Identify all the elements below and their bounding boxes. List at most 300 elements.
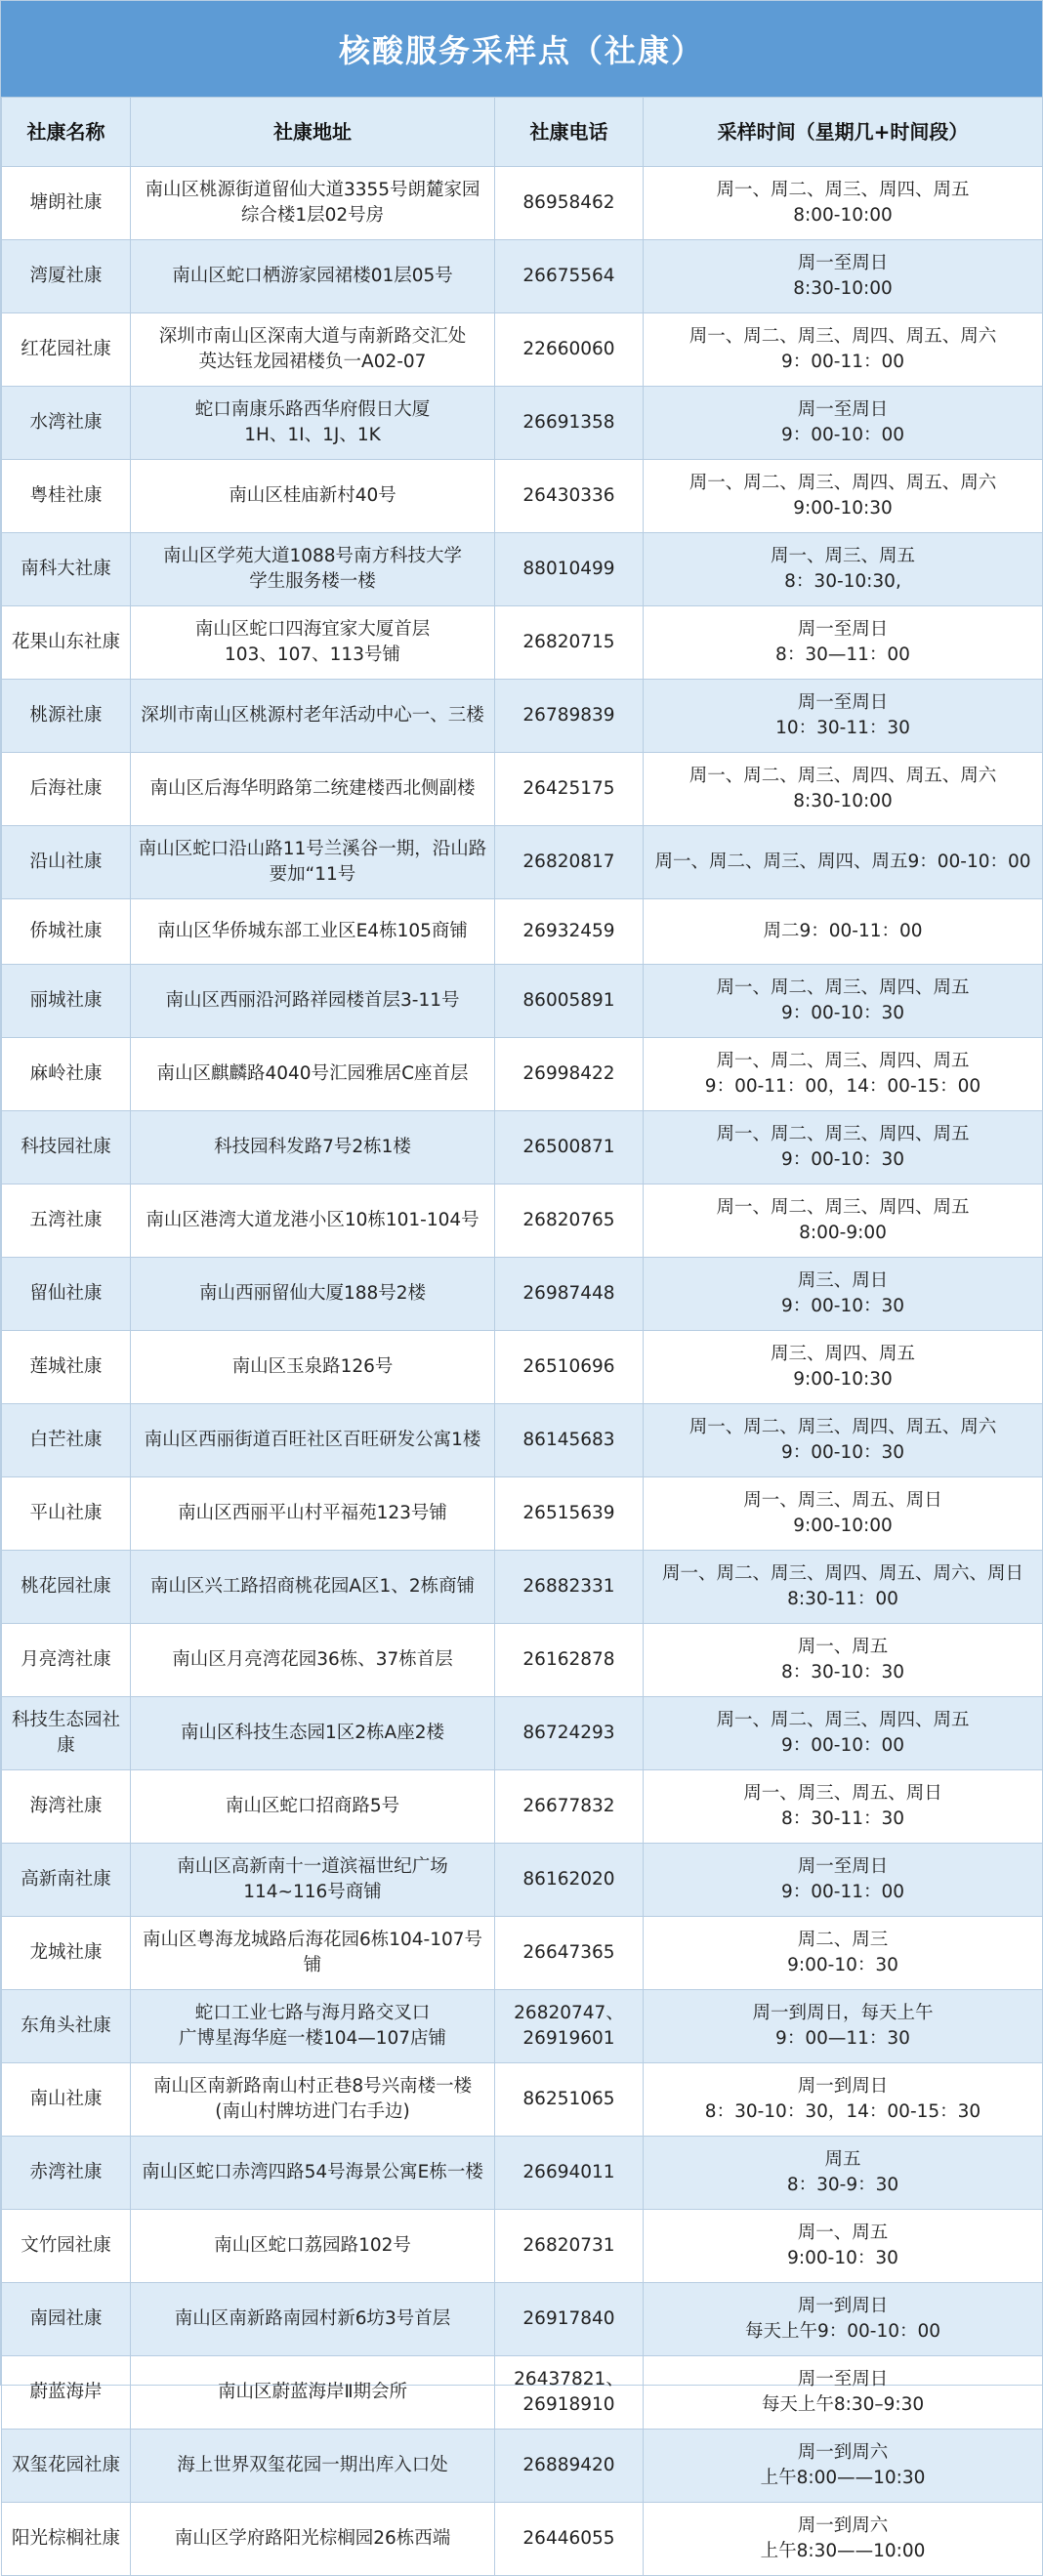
- site-phone-cell-line: 26820731: [522, 2235, 615, 2256]
- site-time-cell-line: 周一至周日: [797, 253, 889, 273]
- site-time-cell-line: 9：00-10：00: [780, 425, 905, 445]
- table-row: [2, 1697, 1043, 1770]
- site-time-cell-line: 8：30-10:30,: [784, 571, 901, 592]
- site-address-cell-line: 103、107、113号铺: [225, 644, 400, 665]
- site-address-cell-line: 南山区西丽平山村平福苑123号铺: [178, 1503, 447, 1523]
- site-address-cell-line: 学生服务楼一楼: [249, 571, 376, 592]
- site-address-cell: [131, 460, 495, 533]
- site-time-cell-line: 8：30-10：30，14：00-15：30: [704, 2101, 981, 2122]
- site-name-cell: 文竹园社康: [2, 2210, 131, 2283]
- site-address-cell: [131, 899, 495, 965]
- site-time-cell: [644, 1258, 1043, 1331]
- table-row: [2, 2137, 1043, 2210]
- site-time-cell: [644, 533, 1043, 606]
- site-address-cell-line: 要加“11号: [269, 864, 356, 885]
- site-time-cell-line: 8：30-9：30: [786, 2175, 899, 2195]
- table-row: [2, 1551, 1043, 1624]
- site-time-cell: [644, 387, 1043, 460]
- site-time-cell-line: 周三、周日: [797, 1270, 889, 1291]
- site-address-cell: [131, 1770, 495, 1844]
- site-phone-cell: [495, 1258, 644, 1331]
- site-time-cell-line: 周一、周二、周三、周四、周五、周六、周日: [661, 1563, 1023, 1584]
- table-row: [2, 1624, 1043, 1697]
- site-time-cell-line: 9:00-10：30: [787, 2248, 898, 2268]
- site-time-cell: [644, 1624, 1043, 1697]
- site-phone-cell-line: 26425175: [522, 778, 615, 799]
- site-time-cell: [644, 1184, 1043, 1258]
- site-time-cell-line: 周一、周二、周三、周四、周五: [716, 180, 970, 200]
- site-address-cell-line: 深圳市南山区深南大道与南新路交汇处: [158, 326, 467, 347]
- site-time-cell: [644, 1917, 1043, 1990]
- site-time-cell-line: 周一、周二、周三、周四、周五、周六: [688, 326, 997, 347]
- table-body: [2, 167, 1043, 2576]
- site-address-cell-line: 南山区科技生态园1区2栋A座2楼: [181, 1723, 444, 1743]
- site-phone-cell: [495, 2137, 644, 2210]
- site-phone-cell: [495, 533, 644, 606]
- site-time-cell-line: 周一、周二、周三、周四、周五9：00-10：00: [654, 852, 1031, 872]
- site-phone-cell: [495, 2356, 644, 2430]
- site-time-cell-line: 周一、周三、周五、周日: [743, 1783, 942, 1804]
- site-phone-cell: [495, 753, 644, 826]
- table-row: [2, 2063, 1043, 2137]
- site-address-cell: [131, 387, 495, 460]
- site-phone-cell: [495, 1331, 644, 1404]
- site-address-cell-line: 广博星海华庭一楼104—107店铺: [178, 2028, 447, 2049]
- header-address: 社康地址: [131, 98, 495, 167]
- site-time-cell-line: 周一到周六: [797, 2442, 889, 2463]
- site-address-cell-line: 蛇口南康乐路西华府假日大厦: [194, 399, 431, 420]
- site-time-cell-line: 10：30-11：30: [775, 718, 910, 738]
- page-title: 核酸服务采样点（社康）: [1, 1, 1042, 97]
- site-time-cell-line: 周一、周三、周五: [770, 546, 915, 566]
- site-name-cell: 桃源社康: [2, 680, 131, 753]
- table-row: [2, 1331, 1043, 1404]
- site-phone-cell-line: 26918910: [522, 2394, 615, 2415]
- site-time-cell-line: 周一、周二、周三、周四、周五: [716, 1124, 970, 1144]
- table-row: [2, 460, 1043, 533]
- site-time-cell-line: 上午8:30——10:00: [760, 2541, 926, 2561]
- site-time-cell-line: 周一至周日: [797, 1856, 889, 1877]
- site-time-cell: [644, 2137, 1043, 2210]
- site-phone-cell-line: 26820765: [522, 1210, 615, 1230]
- table-row: [2, 1917, 1043, 1990]
- site-name-cell: 赤湾社康: [2, 2137, 131, 2210]
- site-address-cell-line: 1H、1I、1J、1K: [244, 425, 381, 445]
- site-time-cell-line: 8:30-10:00: [793, 791, 893, 811]
- site-name-cell: 桃花园社康: [2, 1551, 131, 1624]
- site-phone-cell: [495, 680, 644, 753]
- site-time-cell-line: 8:30-11：00: [787, 1589, 898, 1609]
- site-time-cell-line: 9：00-10：00: [780, 1735, 905, 1756]
- site-name-cell: 湾厦社康: [2, 240, 131, 313]
- sites-table: [1, 97, 1043, 2576]
- site-phone-cell-line: 86162020: [522, 1869, 615, 1890]
- site-name-cell: 东角头社康: [2, 1990, 131, 2063]
- site-address-cell: [131, 1184, 495, 1258]
- site-address-cell: [131, 1624, 495, 1697]
- site-name-cell: 阳光棕榈社康: [2, 2503, 131, 2576]
- site-address-cell-line: 南山区后海华明路第二统建楼西北侧副楼: [149, 778, 476, 799]
- site-phone-cell: [495, 1844, 644, 1917]
- site-time-cell-line: 9:00-10：30: [787, 1955, 898, 1975]
- site-phone-cell: [495, 167, 644, 240]
- site-phone-cell-line: 26820747、: [514, 2003, 624, 2023]
- site-phone-cell-line: 26500871: [522, 1137, 615, 1157]
- site-time-cell-line: 周一、周二、周三、周四、周五: [716, 1710, 970, 1730]
- site-name-cell: 月亮湾社康: [2, 1624, 131, 1697]
- site-address-cell: [131, 1990, 495, 2063]
- site-time-cell-line: 9：00-11：00: [780, 352, 905, 372]
- site-address-cell: [131, 2503, 495, 2576]
- site-phone-cell-line: 26510696: [522, 1356, 615, 1377]
- table-row: [2, 1477, 1043, 1551]
- site-address-cell-line: 海上世界双玺花园一期出库入口处: [177, 2455, 448, 2475]
- site-phone-cell-line: 26691358: [522, 412, 615, 433]
- site-phone-cell: [495, 1697, 644, 1770]
- site-time-cell-line: 周一到周日，每天上午: [752, 2003, 934, 2023]
- site-address-cell-line: 南山区学府路阳光棕榈园26栋西端: [174, 2528, 451, 2549]
- site-phone-cell-line: 86005891: [522, 990, 615, 1011]
- site-phone-cell: [495, 1184, 644, 1258]
- site-phone-cell-line: 86145683: [522, 1430, 615, 1450]
- site-phone-cell-line: 86251065: [522, 2089, 615, 2109]
- site-address-cell: [131, 240, 495, 313]
- table-row: [2, 2210, 1043, 2283]
- site-time-cell: [644, 1404, 1043, 1477]
- site-time-cell: [644, 899, 1043, 965]
- site-phone-cell-line: 26515639: [522, 1503, 615, 1523]
- site-address-cell: [131, 965, 495, 1038]
- table-row: [2, 533, 1043, 606]
- site-time-cell-line: 9：00-10：30: [780, 1296, 905, 1316]
- site-time-cell-line: 周一、周二、周三、周四、周五、周六: [688, 1417, 997, 1437]
- site-name-cell: 双玺花园社康: [2, 2430, 131, 2503]
- table-row: [2, 240, 1043, 313]
- site-time-cell-line: 8:00-10:00: [793, 205, 893, 226]
- site-address-cell-line: 南山区蛇口招商路5号: [225, 1796, 400, 1816]
- site-address-cell: [131, 1111, 495, 1184]
- site-time-cell-line: 周一、周五: [797, 2223, 889, 2243]
- table-row: [2, 313, 1043, 387]
- site-address-cell: [131, 2283, 495, 2356]
- site-phone-cell-line: 26919601: [522, 2028, 615, 2049]
- site-time-cell: [644, 826, 1043, 899]
- site-time-cell: [644, 680, 1043, 753]
- site-phone-cell: [495, 606, 644, 680]
- site-phone-cell: [495, 460, 644, 533]
- table-row: [2, 1990, 1043, 2063]
- site-time-cell-line: 周一到周六: [797, 2515, 889, 2536]
- table-row: [2, 2503, 1043, 2576]
- site-time-cell-line: 9:00-10:00: [793, 1516, 893, 1536]
- site-address-cell-line: 南山区蔚蓝海岸Ⅱ期会所: [217, 2382, 408, 2402]
- table-row: [2, 606, 1043, 680]
- site-address-cell-line: 南山区学苑大道1088号南方科技大学: [162, 546, 463, 566]
- table-row: [2, 387, 1043, 460]
- site-address-cell: [131, 826, 495, 899]
- site-name-cell: 蔚蓝海岸: [2, 2356, 131, 2430]
- site-address-cell: [131, 313, 495, 387]
- table-row: [2, 753, 1043, 826]
- site-name-cell: 科技园社康: [2, 1111, 131, 1184]
- site-time-cell-line: 周一、周二、周三、周四、周五、周六: [688, 473, 997, 493]
- site-time-cell-line: 8：30-11：30: [780, 1808, 905, 1829]
- site-time-cell-line: 9:00-10:30: [793, 498, 893, 519]
- site-time-cell-line: 8:30-10:00: [793, 278, 893, 299]
- site-phone-cell: [495, 2063, 644, 2137]
- site-address-cell-line: 南山区粤海龙城路后海花园6栋104-107号: [142, 1930, 483, 1950]
- site-time-cell: [644, 2210, 1043, 2283]
- site-time-cell-line: 9：00-11：00: [780, 1882, 905, 1902]
- site-address-cell: [131, 1404, 495, 1477]
- site-address-cell: [131, 1917, 495, 1990]
- site-time-cell: [644, 1111, 1043, 1184]
- site-address-cell-line: 南山区西丽街道百旺社区百旺研发公寓1楼: [144, 1430, 481, 1450]
- site-phone-cell-line: 26998422: [522, 1063, 615, 1084]
- site-name-cell: 龙城社康: [2, 1917, 131, 1990]
- site-address-cell-line: 南山区西丽沿河路祥园楼首层3-11号: [165, 990, 460, 1011]
- site-phone-cell: [495, 1111, 644, 1184]
- site-phone-cell-line: 26820715: [522, 632, 615, 652]
- site-time-cell: [644, 965, 1043, 1038]
- site-name-cell: 丽城社康: [2, 965, 131, 1038]
- site-name-cell: 南山社康: [2, 2063, 131, 2137]
- site-time-cell-line: 周一至周日: [797, 692, 889, 713]
- site-time-cell-line: 周一至周日: [797, 619, 889, 640]
- site-time-cell: [644, 1551, 1043, 1624]
- site-time-cell-line: 上午8:00——10:30: [760, 2468, 926, 2488]
- site-address-cell-line: 南山区蛇口四海宜家大厦首层: [194, 619, 431, 640]
- site-time-cell-line: 8：30-10：30: [780, 1662, 905, 1683]
- site-time-cell-line: 周一、周五: [797, 1637, 889, 1657]
- table-row: [2, 680, 1043, 753]
- site-phone-cell: [495, 1477, 644, 1551]
- site-name-cell: 五湾社康: [2, 1184, 131, 1258]
- site-address-cell-line: 南山区蛇口栖游家园裙楼01层05号: [172, 266, 453, 286]
- site-address-cell: [131, 1551, 495, 1624]
- site-time-cell-line: 每天上午9：00-10：00: [744, 2321, 941, 2342]
- site-address-cell-line: 蛇口工业七路与海月路交叉口: [194, 2003, 431, 2023]
- site-phone-cell-line: 88010499: [522, 559, 615, 579]
- site-name-cell: 侨城社康: [2, 899, 131, 965]
- site-name-cell: 平山社康: [2, 1477, 131, 1551]
- site-phone-cell: [495, 240, 644, 313]
- site-address-cell: [131, 2063, 495, 2137]
- site-address-cell: [131, 1844, 495, 1917]
- site-time-cell: [644, 2063, 1043, 2137]
- site-phone-cell: [495, 899, 644, 965]
- site-time-cell-line: 周二、周三: [797, 1930, 889, 1950]
- site-name-cell: 白芒社康: [2, 1404, 131, 1477]
- site-address-cell-line: (南山村牌坊进门右手边): [215, 2101, 410, 2122]
- site-phone-cell: [495, 2210, 644, 2283]
- site-time-cell: [644, 2356, 1043, 2430]
- site-name-cell: 莲城社康: [2, 1331, 131, 1404]
- site-phone-cell-line: 26820817: [522, 852, 615, 872]
- site-name-cell: 科技生态园社康: [2, 1697, 131, 1770]
- site-time-cell-line: 9：00-11：00，14：00-15：00: [704, 1076, 981, 1097]
- site-phone-cell: [495, 1917, 644, 1990]
- site-time-cell-line: 周一至周日: [797, 2369, 889, 2389]
- site-name-cell: 高新南社康: [2, 1844, 131, 1917]
- table-row: [2, 1258, 1043, 1331]
- site-phone-cell-line: 26430336: [522, 485, 615, 506]
- site-name-cell: 麻岭社康: [2, 1038, 131, 1111]
- site-address-cell-line: 114~116号商铺: [243, 1882, 382, 1902]
- site-address-cell: [131, 2210, 495, 2283]
- site-phone-cell: [495, 313, 644, 387]
- site-name-cell: 南园社康: [2, 2283, 131, 2356]
- header-row: [2, 98, 1043, 167]
- site-time-cell: [644, 1477, 1043, 1551]
- site-phone-cell: [495, 1404, 644, 1477]
- site-address-cell-line: 英达钰龙园裙楼负一A02-07: [198, 352, 427, 372]
- site-phone-cell: [495, 1551, 644, 1624]
- table-row: [2, 1404, 1043, 1477]
- site-phone-cell-line: 26437821、: [514, 2369, 624, 2389]
- site-time-cell-line: 9：00-10：30: [780, 1003, 905, 1023]
- site-time-cell: [644, 1331, 1043, 1404]
- site-phone-cell-line: 26162878: [522, 1649, 615, 1670]
- site-address-cell: [131, 2137, 495, 2210]
- site-phone-cell-line: 86724293: [522, 1723, 615, 1743]
- site-address-cell: [131, 167, 495, 240]
- site-time-cell-line: 周一、周二、周三、周四、周五: [716, 977, 970, 998]
- site-address-cell-line: 深圳市南山区桃源村老年活动中心一、三楼: [141, 705, 484, 726]
- site-time-cell: [644, 1990, 1043, 2063]
- site-address-cell-line: 南山西丽留仙大厦188号2楼: [198, 1283, 427, 1304]
- site-address-cell: [131, 1038, 495, 1111]
- site-time-cell: [644, 2430, 1043, 2503]
- site-phone-cell-line: 26987448: [522, 1283, 615, 1304]
- table-row: [2, 1111, 1043, 1184]
- site-time-cell: [644, 240, 1043, 313]
- site-time-cell-line: 8:00-9:00: [799, 1223, 887, 1243]
- table-row: [2, 826, 1043, 899]
- site-phone-cell-line: 26789839: [522, 705, 615, 726]
- site-time-cell-line: 周二9：00-11：00: [763, 921, 923, 941]
- site-time-cell-line: 周一、周二、周三、周四、周五: [716, 1197, 970, 1218]
- site-address-cell-line: 南山区麒麟路4040号汇园雅居C座首层: [156, 1063, 469, 1084]
- site-time-cell: [644, 2503, 1043, 2576]
- site-address-cell: [131, 1331, 495, 1404]
- site-phone-cell: [495, 1770, 644, 1844]
- site-time-cell-line: 周一、周二、周三、周四、周五、周六: [688, 766, 997, 786]
- site-name-cell: 沿山社康: [2, 826, 131, 899]
- site-time-cell: [644, 1038, 1043, 1111]
- header-name: 社康名称: [2, 98, 131, 167]
- site-address-cell-line: 南山区蛇口赤湾四路54号海景公寓E栋一楼: [142, 2162, 483, 2182]
- site-phone-cell-line: 26446055: [522, 2528, 615, 2549]
- site-time-cell: [644, 2283, 1043, 2356]
- site-time-cell-line: 9:00-10:30: [793, 1369, 893, 1390]
- site-name-cell: 留仙社康: [2, 1258, 131, 1331]
- header-time: 采样时间（星期几+时间段）: [644, 98, 1043, 167]
- site-phone-cell: [495, 1624, 644, 1697]
- site-phone-cell-line: 26694011: [522, 2162, 615, 2182]
- site-address-cell-line: 南山区兴工路招商桃花园A区1、2栋商铺: [149, 1576, 476, 1597]
- site-address-cell-line: 综合楼1层02号房: [240, 205, 385, 226]
- site-phone-cell: [495, 965, 644, 1038]
- table-row: [2, 1184, 1043, 1258]
- site-phone-cell-line: 26917840: [522, 2308, 615, 2329]
- site-time-cell-line: 9：00—11：30: [775, 2028, 910, 2049]
- site-phone-cell-line: 26677832: [522, 1796, 615, 1816]
- site-time-cell: [644, 460, 1043, 533]
- site-phone-cell-line: 86958462: [522, 192, 615, 213]
- site-time-cell-line: 周三、周四、周五: [770, 1344, 915, 1364]
- site-name-cell: 海湾社康: [2, 1770, 131, 1844]
- site-name-cell: 塘朗社康: [2, 167, 131, 240]
- site-address-cell-line: 科技园科发路7号2栋1楼: [214, 1137, 411, 1157]
- site-address-cell: [131, 606, 495, 680]
- site-time-cell-line: 周五: [824, 2149, 861, 2170]
- site-address-cell: [131, 1477, 495, 1551]
- site-time-cell: [644, 606, 1043, 680]
- site-phone-cell: [495, 1990, 644, 2063]
- table-row: [2, 2283, 1043, 2356]
- site-address-cell: [131, 2430, 495, 2503]
- site-time-cell-line: 每天上午8:30–9:30: [761, 2394, 925, 2415]
- site-phone-cell-line: 26647365: [522, 1942, 615, 1963]
- site-phone-cell: [495, 2283, 644, 2356]
- site-time-cell: [644, 313, 1043, 387]
- table-row: [2, 167, 1043, 240]
- site-time-cell: [644, 1770, 1043, 1844]
- site-phone-cell-line: 22660060: [522, 339, 615, 359]
- table-row: [2, 2430, 1043, 2503]
- site-phone-cell: [495, 1038, 644, 1111]
- site-address-cell: [131, 680, 495, 753]
- site-address-cell-line: 南山区蛇口荔园路102号: [214, 2235, 411, 2256]
- site-address-cell-line: 南山区高新南十一道滨福世纪广场: [177, 1856, 448, 1877]
- site-phone-cell: [495, 387, 644, 460]
- site-time-cell: [644, 1844, 1043, 1917]
- site-name-cell: 红花园社康: [2, 313, 131, 387]
- site-phone-cell-line: 26889420: [522, 2455, 615, 2475]
- site-address-cell-line: 南山区桂庙新村40号: [229, 485, 396, 506]
- site-address-cell: [131, 1697, 495, 1770]
- table-row: [2, 1844, 1043, 1917]
- site-address-cell-line: 南山区港湾大道龙港小区10栋101-104号: [146, 1210, 480, 1230]
- site-time-cell: [644, 167, 1043, 240]
- site-address-cell-line: 南山区华侨城东部工业区E4栋105商铺: [157, 921, 468, 941]
- site-phone-cell: [495, 2430, 644, 2503]
- site-name-cell: 花果山东社康: [2, 606, 131, 680]
- site-phone-cell: [495, 2503, 644, 2576]
- site-time-cell: [644, 753, 1043, 826]
- site-time-cell-line: 周一到周日: [797, 2296, 889, 2316]
- site-address-cell-line: 铺: [303, 1955, 322, 1975]
- site-phone-cell-line: 26932459: [522, 921, 615, 941]
- site-address-cell-line: 南山区蛇口沿山路11号兰溪谷一期，沿山路: [138, 839, 487, 859]
- site-address-cell: [131, 753, 495, 826]
- site-address-cell-line: 南山区月亮湾花园36栋、37栋首层: [172, 1649, 453, 1670]
- site-time-cell-line: 9：00-10：30: [780, 1442, 905, 1463]
- site-address-cell: [131, 1258, 495, 1331]
- site-address-cell-line: 南山区桃源街道留仙大道3355号朗麓家园: [145, 180, 480, 200]
- site-time-cell: [644, 1697, 1043, 1770]
- site-time-cell-line: 9：00-10：30: [780, 1149, 905, 1170]
- site-time-cell-line: 8：30—11：00: [775, 644, 910, 665]
- site-phone-cell: [495, 826, 644, 899]
- site-address-cell-line: 南山区南新路南园村新6坊3号首层: [174, 2308, 451, 2329]
- site-name-cell: 后海社康: [2, 753, 131, 826]
- site-time-cell-line: 周一、周三、周五、周日: [743, 1490, 942, 1511]
- site-name-cell: 粤桂社康: [2, 460, 131, 533]
- table-row: [2, 965, 1043, 1038]
- site-address-cell: [131, 2356, 495, 2430]
